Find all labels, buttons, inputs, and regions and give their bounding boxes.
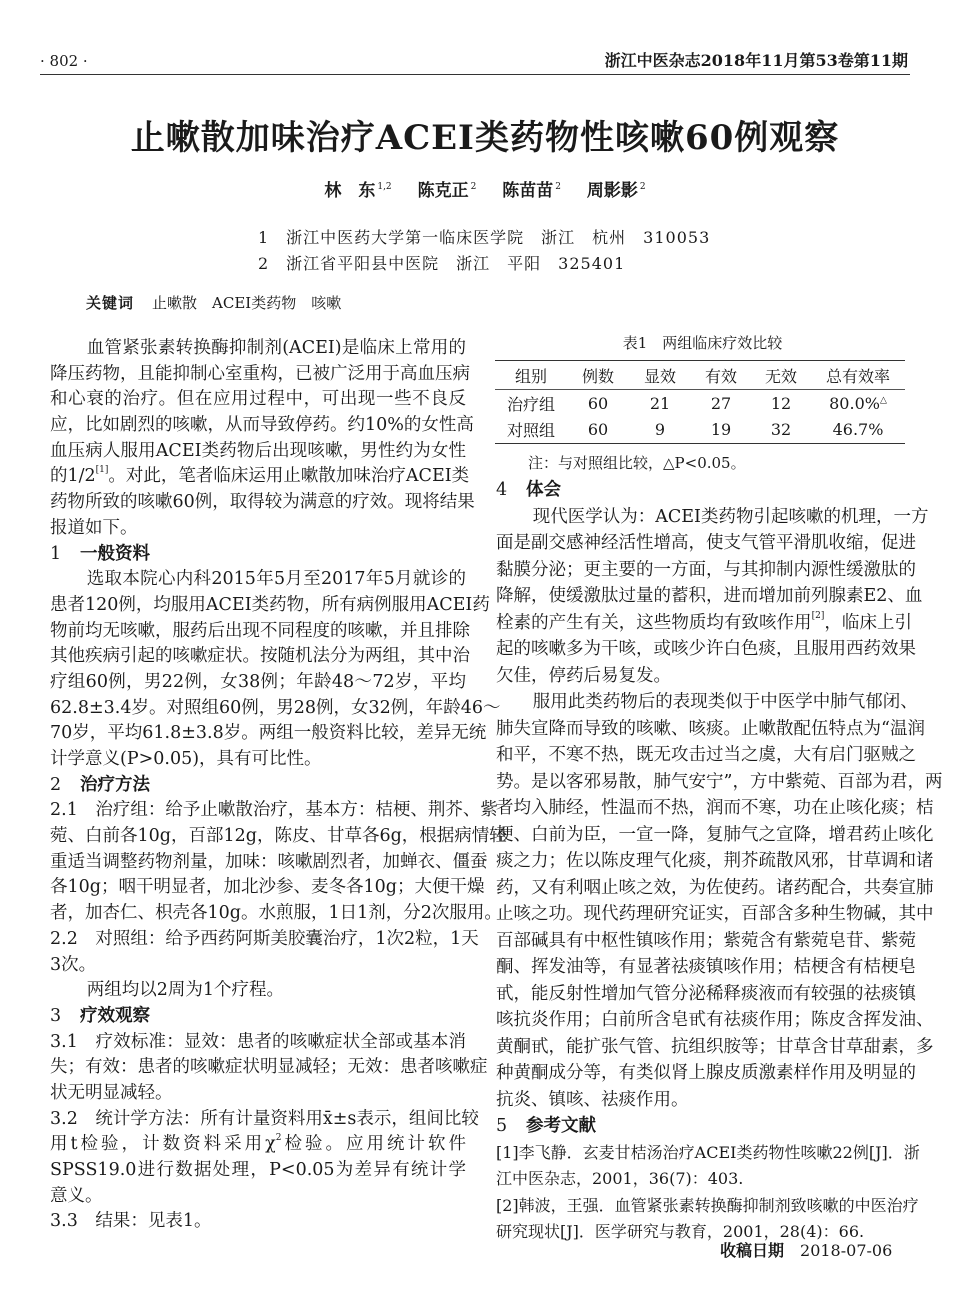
text-line: 药物所致的咳嗽60例，取得较为满意的疗效。现将结果 bbox=[50, 492, 475, 513]
page-number: · 802 · bbox=[40, 52, 88, 70]
text-run: 栓素的产生有关，这些物质均有致咳作用 bbox=[496, 612, 812, 633]
paragraph bbox=[50, 978, 466, 1004]
text-line: 3次。 bbox=[50, 954, 97, 975]
section-heading bbox=[50, 773, 466, 799]
paragraph bbox=[496, 504, 929, 690]
section-title: 一般资料 bbox=[80, 543, 150, 564]
table-header-row bbox=[495, 361, 905, 390]
text-line: 血压病人服用ACEI类药物后出现咳嗽，男性约为女性 bbox=[50, 440, 466, 461]
keywords bbox=[86, 292, 341, 313]
author-list bbox=[0, 176, 970, 201]
text-line: 欠佳，停药后易复发。 bbox=[496, 665, 671, 686]
table-cell: 60 bbox=[587, 393, 609, 413]
text-line: 62.8±3.4岁。对照组60例，男28例，女32例，年龄46～ bbox=[50, 697, 501, 718]
text-line: 黄酮甙，能扩张气管、抗组织胺等；甘草含甘草甜素，多 bbox=[496, 1036, 934, 1057]
table-row bbox=[495, 417, 905, 444]
column-header: 无效 bbox=[751, 361, 811, 390]
table-cell: 9 bbox=[654, 420, 666, 440]
text-line: 者，加杏仁、枳壳各10g。水煎服，1日1剂，分2次服用。 bbox=[50, 903, 502, 924]
column-header: 显效 bbox=[629, 361, 691, 390]
section-title: 治疗方法 bbox=[80, 774, 150, 795]
text-line: 服用此类药物后的表现类似于中医学中肺气郁闭、 bbox=[532, 692, 918, 712]
text-line: 止咳之功。现代药理研究证实，百部含多种生物碱，其中 bbox=[496, 904, 934, 924]
text-line bbox=[496, 610, 912, 637]
section-number: 5 bbox=[496, 1116, 508, 1136]
text-run: 检验。应用统计软件 bbox=[281, 1134, 467, 1155]
superscript: [1] bbox=[95, 465, 109, 476]
text-line: 咳抗炎作用；白前所含皂甙有祛痰作用；陈皮含挥发油、 bbox=[496, 1010, 934, 1030]
paragraph bbox=[50, 1209, 466, 1235]
text-line: 2.1 治疗组：给予止嗽散治疗，基本方：桔梗、荆芥、紫 bbox=[50, 800, 498, 821]
text-line: 抗炎、镇咳、祛痰作用。 bbox=[496, 1089, 689, 1110]
paragraph bbox=[496, 689, 943, 1113]
text-line: 药，又有利咽止咳之效，为佐使药。诸药配合，共奏宣肺 bbox=[496, 877, 934, 898]
text-line: 甙，能反射性增加气管分泌稀释痰液而有较强的祛痰镇 bbox=[496, 983, 916, 1004]
text-line: 各10g；咽干明显者，加北沙参、麦冬各10g；大便干燥 bbox=[50, 877, 485, 898]
text-line: 70岁，平均61.8±3.8岁。两组一般资料比较，差异无统 bbox=[50, 723, 487, 744]
text-line: 肺失宣降而导致的咳嗽、咳痰。止嗽散配伍特点为“温润 bbox=[496, 718, 925, 739]
author: 陈克正 $^2$ bbox=[417, 181, 477, 201]
text-line bbox=[50, 1132, 466, 1158]
paragraph bbox=[50, 927, 479, 978]
section-title: 疗效观察 bbox=[80, 1005, 150, 1026]
text-line: 酮、挥发油等，有显著祛痰镇咳作用；桔梗含有桔梗皂 bbox=[496, 957, 916, 977]
section-heading bbox=[50, 542, 466, 568]
section-number: 2 bbox=[50, 774, 62, 795]
paragraph bbox=[50, 1107, 479, 1210]
received-label: 收稿日期 bbox=[720, 1241, 785, 1260]
text-line: 梗、白前为臣，一宣一降，复肺气之宣降，增君药止咳化 bbox=[496, 824, 934, 845]
text-line: 百部碱具有中枢性镇咳作用；紫菀含有紫菀皂苷、紫菀 bbox=[496, 930, 916, 951]
table-note: 注：与对照组比较，△P<0.05。 bbox=[528, 454, 746, 472]
text-line: [2]韩波，王强．血管紧张素转换酶抑制剂致咳嗽的中医治疗 bbox=[496, 1195, 919, 1215]
section-number: 4 bbox=[496, 480, 508, 500]
table-cell: 46.7% bbox=[832, 420, 884, 440]
text-line: 痰之力；佐以陈皮理气化痰，荆芥疏散风邪，甘草调和诸 bbox=[496, 851, 934, 871]
paragraph bbox=[50, 1030, 488, 1107]
superscript: [2] bbox=[811, 610, 825, 621]
text-line: 黏膜分泌；更主要的一方面，与其抑制内源性缓激肽的 bbox=[496, 559, 916, 580]
keywords-label: 关键词 bbox=[86, 294, 135, 312]
table-cell: 12 bbox=[770, 393, 792, 413]
text-line: 菀、白前各10g，百部12g，陈皮、甘草各6g，根据病情轻 bbox=[50, 826, 507, 847]
text-line: 患者120例，均服用ACEI类药物，所有病例服用ACEI药 bbox=[50, 594, 490, 615]
reference-item bbox=[496, 1140, 920, 1193]
section-title: 体会 bbox=[526, 480, 561, 500]
affiliation: 2 浙江省平阳县中医院 浙江 平阳 325401 bbox=[258, 254, 626, 273]
section-title: 参考文献 bbox=[526, 1116, 596, 1136]
efficacy-table bbox=[495, 360, 905, 444]
text-line: 报道如下。 bbox=[50, 517, 138, 538]
text-line: 研究现状[J]．医学研究与教育，2001，28(4)：66. bbox=[496, 1222, 865, 1241]
received-value: 2018-07-06 bbox=[800, 1241, 893, 1260]
text-line: 3.1 疗效标准：显效：患者的咳嗽症状全部或基本消 bbox=[50, 1031, 466, 1052]
author: 周影影 $^2$ bbox=[586, 181, 646, 201]
right-column bbox=[496, 477, 943, 1246]
table-cell: 27 bbox=[710, 393, 732, 413]
text-line: 者均入肺经，性温而不热，润而不寒，功在止咳化痰；桔 bbox=[496, 798, 934, 818]
table-cell: 19 bbox=[710, 420, 732, 440]
table-cell: 32 bbox=[770, 420, 792, 440]
column-header: 总有效率 bbox=[811, 361, 905, 390]
text-run: 用t检验，计数资料采用χ bbox=[50, 1134, 276, 1155]
journal-issue: 浙江中医杂志2018年11月第53卷第11期 bbox=[604, 51, 908, 70]
author: 林 东 $^{1,2}$ bbox=[324, 181, 392, 201]
text-line: 江中医杂志，2001，36(7)：403. bbox=[496, 1169, 744, 1188]
significance-mark: △ bbox=[879, 395, 887, 406]
text-line: 现代医学认为：ACEI类药物引起咳嗽的机理，一方 bbox=[532, 506, 929, 527]
paragraph bbox=[50, 798, 507, 926]
text-line: 状无明显减轻。 bbox=[50, 1082, 173, 1103]
column-header: 例数 bbox=[567, 361, 629, 390]
table-cell: 治疗组 bbox=[506, 394, 555, 414]
table-cell: 对照组 bbox=[506, 421, 555, 441]
affiliation: 1 浙江中医药大学第一临床医学院 浙江 杭州 310053 bbox=[258, 228, 711, 247]
paragraph bbox=[50, 336, 475, 542]
section-number: 1 bbox=[50, 543, 62, 564]
text-run: ，临床上引 bbox=[824, 612, 913, 633]
keywords-terms: 止嗽散 ACEI类药物 咳嗽 bbox=[152, 294, 342, 312]
text-line: 降压药物，且能抑制心室重构，已被广泛用于高血压病 bbox=[50, 363, 470, 384]
table-row bbox=[495, 390, 905, 417]
table-cell: 80.0%△ bbox=[829, 393, 887, 413]
text-line: 失；有效：患者的咳嗽症状明显减轻；无效：患者咳嗽症 bbox=[50, 1057, 488, 1078]
text-run: 。对此，笔者临床运用止嗽散加味治疗ACEI类 bbox=[108, 466, 470, 487]
text-line: 两组均以2周为1个疗程。 bbox=[86, 980, 285, 1001]
article-title: 止嗽散加味治疗ACEI类药物性咳嗽60例观察 bbox=[130, 118, 840, 158]
left-column bbox=[50, 336, 507, 1235]
text-line: 3.2 统计学方法：所有计量资料用x̄±s表示，组间比较 bbox=[50, 1108, 479, 1129]
text-line: 面是副交感神经活性增高，使支气管平滑肌收缩，促进 bbox=[496, 533, 916, 553]
received-date bbox=[720, 1238, 892, 1261]
text-line: 计学意义(P>0.05)，具有可比性。 bbox=[50, 749, 322, 769]
column-header: 组别 bbox=[495, 361, 567, 390]
text-line: 3.3 结果：见表1。 bbox=[50, 1211, 212, 1232]
text-line: 和心衰的治疗。但在应用过程中，可出现一些不良反 bbox=[50, 389, 466, 410]
table-cell: 60 bbox=[587, 420, 609, 440]
text-run: 的1/2 bbox=[50, 466, 96, 487]
text-line: 血管紧张素转换酶抑制剂(ACEI)是临床上常用的 bbox=[86, 338, 466, 358]
table-cell: 21 bbox=[649, 393, 671, 413]
text-line: 2.2 对照组：给予西药阿斯美胶囊治疗，1次2粒，1天 bbox=[50, 928, 479, 949]
text-line: 其他疾病引起的咳嗽症状。按随机法分为两组，其中治 bbox=[50, 646, 470, 667]
section-heading bbox=[496, 1113, 912, 1140]
table-caption: 表1 两组临床疗效比较 bbox=[622, 334, 783, 352]
paragraph bbox=[50, 567, 501, 773]
text-line: 和平，不寒不热，既无攻击过当之虞，大有启门驱贼之 bbox=[496, 745, 916, 765]
header-rule bbox=[40, 74, 910, 75]
text-line: 物前均无咳嗽，服药后出现不同程度的咳嗽，并且排除 bbox=[50, 620, 470, 641]
text-line: [1]李飞静．玄麦甘桔汤治疗ACEI类药物性咳嗽22例[J]．浙 bbox=[496, 1142, 920, 1162]
superscript: 2 bbox=[275, 1133, 282, 1144]
text-line: 势。是以客邪易散，肺气安宁”，方中紫菀、百部为君，两 bbox=[496, 771, 943, 792]
text-line: 重适当调整药物剂量，加味：咳嗽剧烈者，加蝉衣、僵蚕 bbox=[50, 851, 488, 872]
text-line: 意义。 bbox=[50, 1185, 103, 1206]
text-line: 选取本院心内科2015年5月至2017年5月就诊的 bbox=[86, 569, 466, 590]
section-heading bbox=[496, 477, 912, 504]
text-line bbox=[50, 464, 470, 490]
text-line: 应，比如剧烈的咳嗽，从而导致停药。约10%的女性高 bbox=[50, 415, 474, 436]
text-line: 种黄酮成分等，有类似肾上腺皮质激素样作用及明显的 bbox=[496, 1063, 916, 1083]
section-heading bbox=[50, 1004, 466, 1030]
text-line: 降解，使缓激肽过量的蓄积，进而增加前列腺素E2、血 bbox=[496, 586, 923, 606]
text-line: 起的咳嗽多为干咳，或咳少许白色痰，且服用西药效果 bbox=[496, 639, 916, 659]
text-line: SPSS19.0进行数据处理，P<0.05为差异有统计学 bbox=[50, 1160, 466, 1180]
column-header: 有效 bbox=[691, 361, 751, 390]
section-number: 3 bbox=[50, 1005, 62, 1026]
text-line: 疗组60例，男22例，女38例；年龄48～72岁，平均 bbox=[50, 671, 466, 692]
author: 陈苗苗 $^2$ bbox=[502, 181, 561, 201]
